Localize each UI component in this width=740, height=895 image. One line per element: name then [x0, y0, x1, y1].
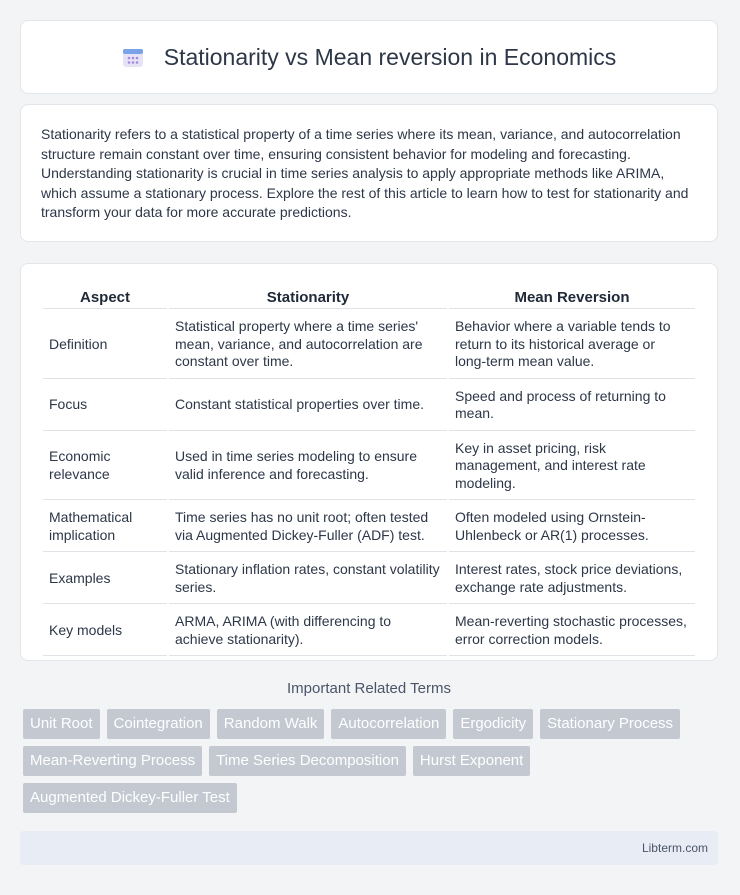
footer-brand[interactable]: Libterm.com — [641, 841, 708, 855]
table-cell: Stationary inflation rates, constant volatility series. — [169, 554, 447, 604]
table-cell: Examples — [43, 554, 167, 604]
intro-card — [20, 104, 718, 242]
related-terms-section — [20, 680, 718, 820]
tag-random-walk[interactable]: Random Walk — [217, 709, 325, 739]
table-row — [43, 381, 695, 431]
table-cell: Economic relevance — [43, 433, 167, 501]
table-cell: ARMA, ARIMA (with differencing to achieve stationarity). — [169, 606, 447, 656]
comparison-table-card — [20, 263, 718, 661]
intro-text: Stationarity refers to a statistical property of a time series where its mean, variance, and autocorrelation structure remain constant over time, ensuring consistent behavior for modeling and forecasting. Understanding stationarity is crucial in time series analysis to apply appropriate methods like ARIMA, which assume a stationary process. Explore the rest of this article to learn how to test for stationarity and transform your data for more accurate predictions. — [41, 126, 689, 221]
table-header-row — [43, 286, 695, 309]
table-cell: Definition — [43, 311, 167, 379]
footer — [20, 831, 718, 865]
table-cell: Behavior where a variable tends to return to its historical average or long-term mean value. — [449, 311, 695, 379]
table-cell: Key models — [43, 606, 167, 656]
related-terms-tags — [20, 709, 718, 820]
table-cell: Key in asset pricing, risk management, and interest rate modeling. — [449, 433, 695, 501]
header-card — [20, 20, 718, 94]
table-cell: Statistical property where a time series' mean, variance, and autocorrelation are constant over time. — [169, 311, 447, 379]
tag-autocorrelation[interactable]: Autocorrelation — [331, 709, 446, 739]
table-cell: Mathematical implication — [43, 502, 167, 552]
comparison-table — [41, 284, 697, 658]
table-row — [43, 606, 695, 656]
column-header-stationarity: Stationarity — [169, 286, 447, 309]
calendar-icon — [122, 46, 144, 68]
table-cell: Often modeled using Ornstein-Uhlenbeck or AR(1) processes. — [449, 502, 695, 552]
related-terms-heading: Important Related Terms — [287, 680, 451, 697]
tag-hurst-exponent[interactable]: Hurst Exponent — [413, 746, 530, 776]
table-cell: Time series has no unit root; often tested via Augmented Dickey-Fuller (ADF) test. — [169, 502, 447, 552]
tag-time-series-decomposition[interactable]: Time Series Decomposition — [209, 746, 406, 776]
tag-ergodicity[interactable]: Ergodicity — [453, 709, 533, 739]
tag-cointegration[interactable]: Cointegration — [107, 709, 210, 739]
tag-augmented-dickey-fuller-test[interactable]: Augmented Dickey-Fuller Test — [23, 783, 237, 813]
table-row — [43, 433, 695, 501]
table-cell: Interest rates, stock price deviations, exchange rate adjustments. — [449, 554, 695, 604]
table-cell: Focus — [43, 381, 167, 431]
table-cell: Constant statistical properties over time. — [169, 381, 447, 431]
tag-mean-reverting-process[interactable]: Mean-Reverting Process — [23, 746, 202, 776]
table-cell: Mean-reverting stochastic processes, error correction models. — [449, 606, 695, 656]
tag-stationary-process[interactable]: Stationary Process — [540, 709, 680, 739]
table-cell: Used in time series modeling to ensure valid inference and forecasting. — [169, 433, 447, 501]
column-header-aspect: Aspect — [43, 286, 167, 309]
table-row — [43, 311, 695, 379]
table-row — [43, 502, 695, 552]
page-title: Stationarity vs Mean reversion in Economics — [163, 43, 617, 70]
table-row — [43, 554, 695, 604]
tag-unit-root[interactable]: Unit Root — [23, 709, 100, 739]
table-cell: Speed and process of returning to mean. — [449, 381, 695, 431]
column-header-mean-reversion: Mean Reversion — [449, 286, 695, 309]
